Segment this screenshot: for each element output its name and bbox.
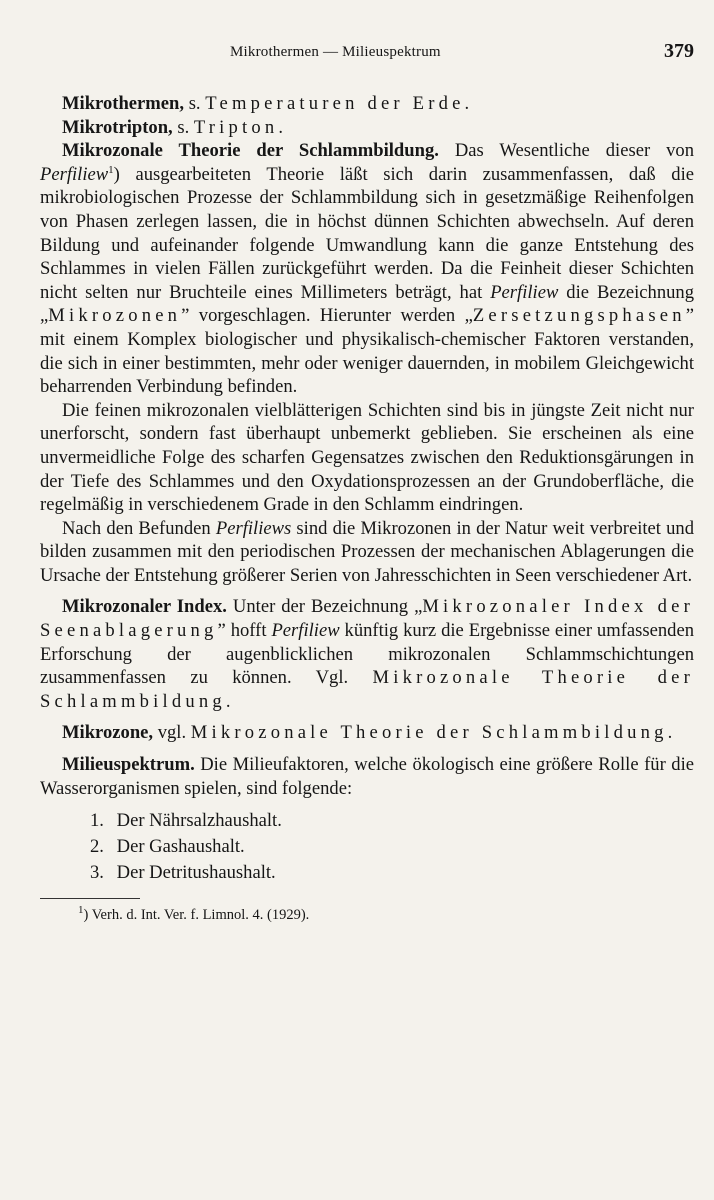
entry-headword: Mikrozonale Theorie der Schlammbildung. <box>62 140 439 162</box>
spaced-term: Zersetzungsphasen <box>472 305 686 327</box>
cross-reference: Mikrozonale Theorie der Schlammbildung <box>40 667 694 712</box>
entry-headword: Mikrozonaler Index. <box>62 596 227 618</box>
author-name: Perfiliews <box>215 517 292 539</box>
list-item: 3. Der Detritushaushalt. <box>90 862 276 884</box>
list-item: 1. Der Nährsalzhaushalt. <box>90 810 282 832</box>
entry-paragraph: Nach den Befunden Perfiliews sind die Mikrozonen in der Natur weit verbreitet und bilden zusammen mit den periodischen Prozessen der mechanischen Ablagerungen die Ursache der Entstehung größerer Serien von Jahresschichten in Seen verschiedener Art. <box>40 517 694 586</box>
list-item: 2. Der Gashaushalt. <box>90 836 245 858</box>
author-name: Perfiliew <box>490 281 559 303</box>
entry-headword: Milieuspektrum. <box>62 754 195 776</box>
entry-mikrotripton: Mikrotripton, s. Tripton. <box>62 116 284 138</box>
entry-paragraph: Die feinen mikrozonalen vielblätterigen Schichten sind bis in jüngste Zeit nicht nur unerforscht, sondern fast überhaupt unbemerkt geblieben. Sie erscheinen als eine unvermeidliche Folge des scharfen Gegensatzes zwischen den Reduktionsgärungen in der Tiefe des Schlammes und den Oxydationsprozessen an der Grundoberfläche, die regelmäßig in verschiedenem Grade in den Schlamm eindringen. <box>40 399 694 516</box>
spaced-term: Mikrozonaler Index der Seenablagerung <box>40 596 695 642</box>
cross-reference: Temperaturen der Erde <box>205 93 465 114</box>
entry-milieuspektrum: Milieuspektrum. Die Milieufaktoren, welche ökologisch eine größere Rolle für die Wasserorganismen spielen, sind folgende: <box>40 754 694 799</box>
footnote-marker: 1 <box>78 904 84 917</box>
author-name: Perfiliew <box>40 163 109 185</box>
dictionary-text <box>40 92 694 925</box>
footnote: $^1$) Verh. d. Int. Ver. f. Limnol. 4. (1929). <box>78 904 310 924</box>
spaced-term: Mikrozonen <box>48 305 182 327</box>
running-title: Mikrothermen — Milieuspektrum <box>230 44 441 60</box>
footnote-marker: 1 <box>108 163 114 176</box>
cross-reference: Mikrozonale Theorie der Schlammbildung <box>190 722 668 744</box>
entry-mikrozonale-theorie: Mikrozonale Theorie der Schlammbildung. Das Wesentliche dieser von Perfiliew$^1$) ausgearbeiteten Theorie läßt sich darin zusammenfassen, daß die mikrobiologischen Prozesse der Schlammbildung sich in gesetzmäßige Reihenfolgen von Phasen zerlegen lassen, die in höchst dünnen Schichten abwechseln. Auf deren Bildung und aufeinander folgende Umwandlung kann die ganze Entstehung des Schlammes in vielen Fällen zurückgeführt werden. Da die Feinheit dieser Schichten nicht selten nur Bruchteile eines Millimeters beträgt, hat Perfiliew die Bezeichnung „Mikrozonen” vorgeschlagen. Hierunter werden „Zersetzungsphasen” mit einem Komplex biologischer und physikalisch-chemischer Faktoren verstanden, die sich in einer bestimmten, mehr oder weniger dauernden, in mobilem Gleichgewicht beharrenden Verbindung befinden. <box>40 140 695 398</box>
entry-mikrozonaler-index: Mikrozonaler Index. Unter der Bezeichnung „Mikrozonaler Index der Seenablagerung” hofft Perfiliew künftig kurz die Ergebnisse einer umfassenden Erforschung der augenblicklichen mikrozonalen Schlammschichtungen zusammenfassen zu können. Vgl. Mikrozonale Theorie der Schlammbildung. <box>40 596 695 712</box>
entry-mikrothermen: Mikrothermen, s. Temperaturen der Erde. <box>62 93 470 114</box>
author-name: Perfiliew <box>271 620 340 642</box>
entry-headword: Mikrothermen, <box>62 93 185 114</box>
footnote-divider <box>40 898 140 899</box>
page-number: 379 <box>664 40 694 62</box>
entry-mikrozone: Mikrozone, vgl. Mikrozonale Theorie der Schlammbildung. <box>62 722 673 744</box>
entry-headword: Mikrozone, <box>62 722 154 744</box>
running-head <box>40 40 694 70</box>
factor-list <box>40 808 694 886</box>
entry-headword: Mikrotripton, <box>62 116 173 138</box>
cross-reference: Tripton <box>193 116 279 138</box>
